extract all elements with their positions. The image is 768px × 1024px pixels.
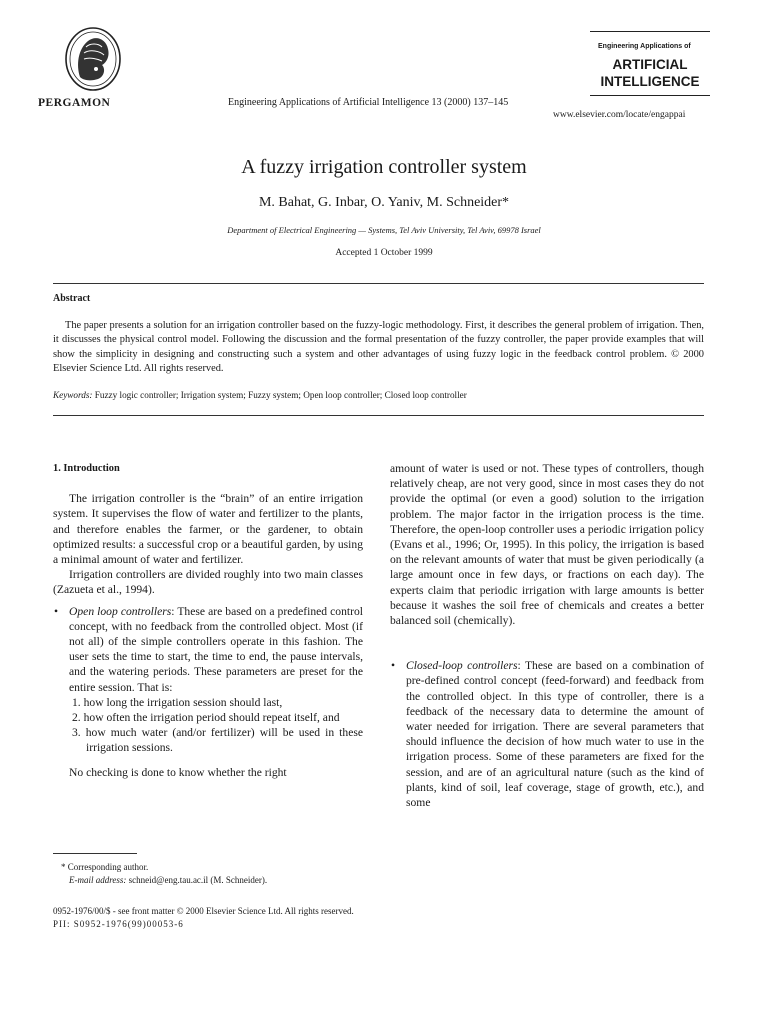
email-label: E-mail address:: [69, 875, 127, 885]
intro-paragraph-2: Irrigation controllers are divided roughly into two main classes (Zazueta et al., 1994).: [53, 568, 363, 597]
email-address[interactable]: schneid@eng.tau.ac.il (M. Schneider).: [128, 875, 268, 885]
article-title: A fuzzy irrigation controller system: [241, 156, 527, 178]
copyright-block: [53, 905, 354, 931]
left-column: [53, 461, 363, 780]
bullet-closed-loop: [390, 658, 704, 810]
bullet-open-loop-label: Open loop controllers: [69, 604, 172, 618]
keywords-list: Fuzzy logic controller; Irrigation system; Fuzzy system; Open loop controller; Closed loop controller: [94, 390, 467, 400]
abstract-text: The paper presents a solution for an irrigation controller based on the fuzzy-logic methodology. First, it describes the general problem of irrigation. Then, it discusses the physical control model. Following the discussion and the formal presentation of the fuzzy controller, the paper provide examples that will show the simplicity in designing and constructing such a system and other advantages of using fuzzy logic in the feedback control problem. © 2000 Elsevier Science Ltd. All rights reserved.: [53, 320, 704, 374]
right-paragraph-1: amount of water is used or not. These types of controllers, though relatively cheap, are not very good, since in most cases they do not provide the optimal (or even a good) solution to the irrigation problem. The major factor in the irrigation process is the time. Therefore, the open-loop controller uses a periodic irrigation policy (Evans et al., 1996; Or, 1995). In this policy, the irrigation is based on the relevant amounts of water that must be given periodically (a large amount once in few days, or fractions on each day). The experts claim that periodic irrigation with large amounts is better because it washes the soil free of chemicals and creates a better balanced soil (chemically).: [390, 462, 704, 628]
footnote-rule: [53, 853, 137, 854]
brand-rule-top: [590, 31, 710, 32]
abstract-heading: Abstract: [53, 293, 91, 304]
right-column: [390, 461, 704, 810]
journal-url[interactable]: www.elsevier.com/locate/engappai: [553, 110, 686, 120]
list-item: 1. how long the irrigation session should last,: [72, 695, 283, 709]
journal-brand-line2: INTELLIGENCE: [600, 74, 700, 89]
footnote: [53, 861, 267, 887]
bullet-open-loop-text: : These are based on a predefined control concept, with no feedback from the controlled object. Most (if not all) of the simple controllers operate in this fashion. The user sets the time to start, the time to end, the pause intervals, and the watering periods. These parameters are preset for the entire session. That is:: [69, 604, 363, 694]
keywords: [53, 390, 467, 400]
abstract-rule-top: [53, 283, 704, 284]
bullet-open-loop: [53, 604, 363, 695]
copyright-line: 0952-1976/00/$ - see front matter © 2000 Elsevier Science Ltd. All rights reserved.: [53, 906, 354, 916]
email-line: [53, 874, 267, 887]
author-affiliation: Department of Electrical Engineering — Systems, Tel Aviv University, Tel Aviv, 69978 Israel: [227, 225, 541, 235]
publisher-logo: [62, 25, 124, 95]
intro-paragraph-1: The irrigation controller is the “brain” of an entire irrigation system. It supervises the flow of water and fertilizer to the plants, and therefore enables the farmer, or the gardener, to obtain optimized results: a successful crop or a beautiful garden, by using a minimal amount of water and fertilizer.: [53, 492, 363, 567]
bullet-icon: •: [54, 604, 59, 618]
journal-reference: Engineering Applications of Artificial Intelligence 13 (2000) 137–145: [228, 97, 509, 108]
list-item: 2. how often the irrigation period should repeat itself, and: [72, 711, 340, 725]
section-heading: 1. Introduction: [53, 463, 120, 474]
brand-rule-bottom: [590, 95, 710, 96]
bullet-closed-loop-text: : These are based on a combination of pre-defined control concept (feed-forward) and feedback from the controlled object. In this type of controller, there is a feedback of the necessary data to determine the amount of water needed for irrigation. There are several parameters that should influence the decision of how much water to use in the irrigation process. Some of these parameters are fixed for the session, and are of an agricultural nature (such as the kind of plants, kind of soil, leaf coverage, stage of growth, etc.), and some: [406, 659, 705, 810]
intro-paragraph-3: No checking is done to know whether the right: [69, 765, 287, 779]
bullet-closed-loop-label: Closed-loop controllers: [406, 659, 518, 673]
abstract-rule-bottom: [53, 415, 704, 416]
journal-brand-line1: ARTIFICIAL: [612, 57, 688, 72]
keywords-label: Keywords:: [53, 390, 93, 400]
journal-brand: [590, 56, 710, 90]
article-authors: M. Bahat, G. Inbar, O. Yaniv, M. Schneider*: [258, 195, 510, 210]
publisher-name: PERGAMON: [38, 97, 111, 109]
bullet-icon: •: [391, 659, 396, 673]
accepted-date: Accepted 1 October 1999: [335, 248, 433, 258]
list-item: 3. how much water (and/or fertilizer) will be used in these irrigation sessions.: [72, 726, 363, 755]
corresponding-author: * Corresponding author.: [61, 862, 149, 872]
pii-line: PII: S0952-1976(99)00053-6: [53, 919, 184, 929]
journal-brand-small: Engineering Applications of: [598, 43, 691, 50]
